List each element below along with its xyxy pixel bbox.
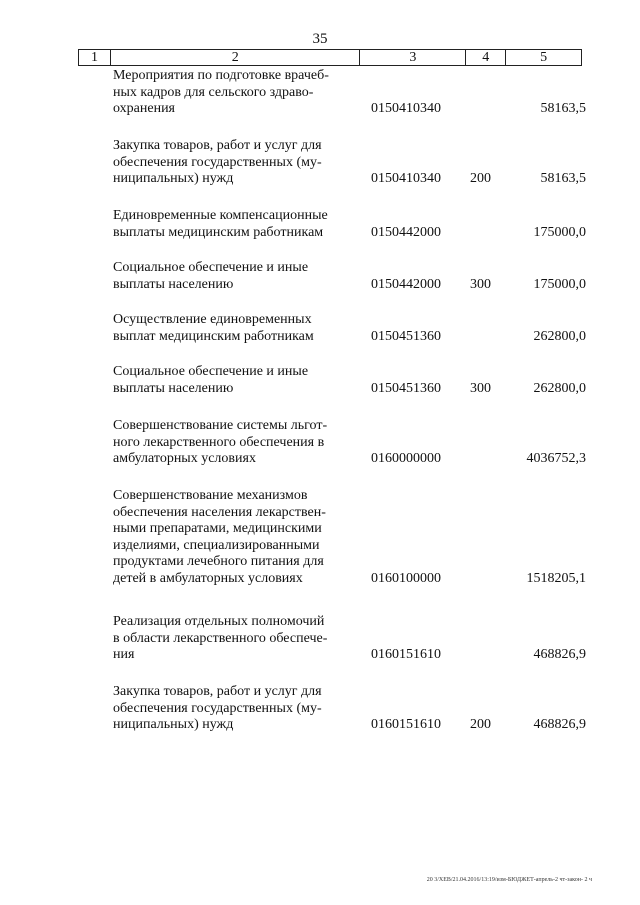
description-line: Социальное обеспечение и иные (113, 260, 309, 275)
description-line: Осуществление единовременных (113, 312, 312, 327)
row-description (113, 260, 351, 293)
description-line: изделиями, специализированными (113, 537, 320, 553)
description-line: выплаты населению (113, 380, 234, 396)
row-description (113, 208, 351, 241)
row-target-code: 0150410340 (371, 101, 441, 116)
row-target-code: 0150442000 (371, 276, 441, 292)
description-line: охранения (113, 101, 175, 116)
row-description (113, 684, 351, 734)
description-line: в области лекарственного обеспече- (113, 630, 328, 646)
row-description (113, 418, 351, 468)
row-target-code: 0150451360 (371, 380, 441, 396)
row-amount: 262800,0 (533, 380, 586, 396)
row-description (113, 68, 351, 118)
row-expense-type: 300 (470, 380, 491, 396)
row-description (113, 138, 351, 188)
description-line: амбулаторных условиях (113, 451, 256, 466)
description-line: Закупка товаров, работ и услуг для (113, 684, 322, 699)
description-line: Закупка товаров, работ и услуг для (113, 138, 322, 153)
description-line: Совершенствование механизмов (113, 488, 308, 503)
row-amount: 175000,0 (533, 276, 586, 292)
page-number: 35 (312, 31, 328, 47)
description-line: обеспечения государственных (му- (113, 154, 322, 170)
description-line: ния (113, 647, 135, 662)
row-target-code: 0150410340 (371, 171, 441, 186)
row-target-code: 0160000000 (371, 451, 441, 466)
column-header-4: 4 (466, 50, 506, 65)
description-line: Социальное обеспечение и иные (113, 364, 309, 379)
description-line: Мероприятия по подготовке врачеб- (113, 68, 329, 83)
row-amount: 58163,5 (540, 101, 586, 116)
row-amount: 58163,5 (540, 171, 586, 186)
column-header-5: 5 (506, 50, 582, 65)
column-header-3: 3 (360, 50, 466, 65)
row-target-code: 0160100000 (371, 570, 441, 586)
description-line: детей в амбулаторных условиях (113, 570, 303, 586)
row-description (113, 488, 351, 587)
row-expense-type: 300 (470, 276, 491, 292)
row-description (113, 364, 351, 397)
document-footer: 20 3/ХЕВ/21.04.2016/13:19/изм-БЮДЖЕТ-апрель-2 чт-закон- 2 ч (426, 877, 592, 883)
row-description (113, 614, 351, 664)
description-line: Совершенствование системы льгот- (113, 418, 328, 433)
description-line: выплат медицинским работникам (113, 328, 314, 344)
description-line: продуктами лечебного питания для (113, 554, 324, 569)
row-target-code: 0160151610 (371, 647, 441, 662)
description-line: Единовременные компенсационные (113, 208, 328, 223)
description-line: ниципальных) нужд (113, 717, 234, 732)
row-amount: 468826,9 (533, 717, 586, 732)
table-header-row (78, 49, 582, 66)
row-amount: 262800,0 (533, 328, 586, 344)
row-expense-type: 200 (470, 717, 491, 732)
row-target-code: 0150442000 (371, 224, 441, 240)
row-amount: 468826,9 (533, 647, 586, 662)
description-line: ных кадров для сельского здраво- (113, 84, 314, 100)
description-line: ного лекарственного обеспечения в (113, 434, 325, 450)
row-target-code: 0160151610 (371, 717, 441, 732)
row-description (113, 312, 351, 345)
row-amount: 4036752,3 (526, 451, 586, 466)
row-amount: 175000,0 (533, 224, 586, 240)
row-expense-type: 200 (470, 171, 491, 186)
row-amount: 1518205,1 (526, 570, 586, 586)
description-line: обеспечения населения лекарствен- (113, 504, 326, 520)
description-line: обеспечения государственных (му- (113, 700, 322, 716)
description-line: Реализация отдельных полномочий (113, 614, 325, 629)
description-line: выплаты населению (113, 276, 234, 292)
row-target-code: 0150451360 (371, 328, 441, 344)
column-header-2: 2 (111, 50, 361, 65)
description-line: ниципальных) нужд (113, 171, 234, 186)
description-line: ными препаратами, медицинскими (113, 521, 322, 536)
description-line: выплаты медицинским работникам (113, 224, 324, 240)
column-header-1: 1 (79, 50, 111, 65)
